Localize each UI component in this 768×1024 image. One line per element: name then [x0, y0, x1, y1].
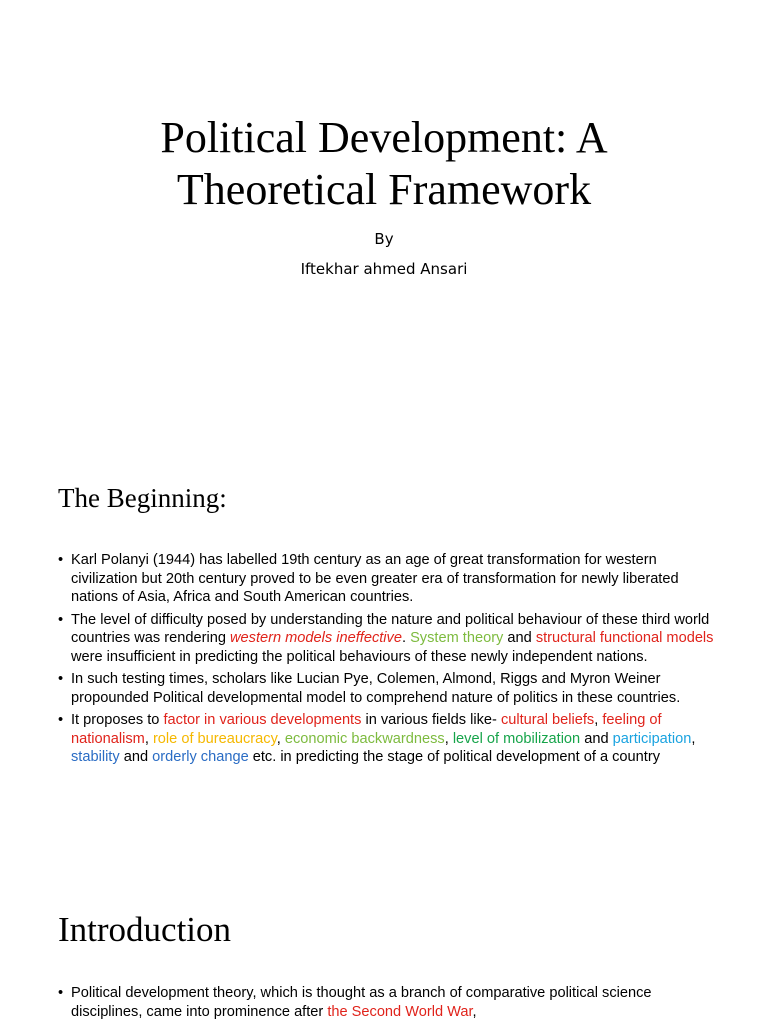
highlight-text: orderly change [152, 749, 249, 765]
highlight-text: role of bureaucracy [152, 730, 277, 747]
highlight-text: western models ineffective [230, 630, 402, 646]
beginning-slide [0, 443, 768, 875]
bullet-text: It proposes to [71, 712, 164, 728]
bullet-text: Political development theory, which is thought as a branch of comparative political science disciplines, came into prominence after [71, 985, 652, 1020]
bullet-item [58, 611, 718, 667]
bullet-text: , [444, 730, 453, 747]
bullet-text: In such testing times, scholars like Lucian Pye, Colemen, Almond, Riggs and Myron Weiner propounded Political developmental model to comprehend nature of politics in these countries. [71, 671, 681, 706]
bullet-item [58, 551, 718, 607]
bullet-text: were insufficient in predicting the political behaviours of these newly independent nations. [71, 648, 648, 665]
slide-separator [0, 875, 768, 886]
bullet-text: . [401, 630, 411, 646]
highlight-text: cultural beliefs [500, 712, 595, 728]
introduction-slide [0, 886, 768, 1024]
slide-title-line-2: Theoretical Framework [176, 165, 592, 214]
slide-title-line-1: Political Development: A [160, 113, 608, 162]
title-slide [0, 0, 768, 432]
bullet-item [58, 984, 718, 1021]
highlight-text: the Second World War [327, 1003, 473, 1020]
author-name: Iftekhar ahmed Ansari [300, 260, 468, 278]
bullet-text: and [119, 749, 153, 765]
bullet-text: Karl Polanyi (1944) has labelled 19th century as an age of great transformation for western civilization but 20th century proved to be even greater era of transformation for newly liberated nations of Asia, Africa and South American countries. [71, 552, 679, 605]
bullet-text: The level of difficulty posed by understanding the nature and political behaviour of these third world countries was rendering [71, 611, 710, 646]
bullet-text: in various fields like- [361, 712, 501, 728]
bullet-text: etc. in predicting the stage of political development of a country [248, 749, 660, 765]
bullet-item [58, 711, 718, 767]
bullet-text: , [594, 712, 603, 728]
highlight-text: level of mobilization [452, 730, 581, 747]
bullet-text: and [503, 630, 536, 646]
bullet-text: and [580, 730, 613, 747]
bullet-text: , [691, 730, 696, 747]
highlight-text: factor in various developments [163, 712, 362, 728]
highlight-text: System theory [410, 630, 504, 646]
bullet-text: , [144, 730, 153, 747]
bullet-list [58, 551, 718, 771]
slide-title [0, 112, 768, 216]
section-heading: Introduction [58, 910, 232, 949]
highlight-text: economic backwardness [284, 730, 445, 747]
bullet-list [58, 984, 718, 1024]
bullet-text: , [276, 730, 285, 747]
bullet-text: , [472, 1003, 477, 1020]
highlight-text: structural functional models [535, 630, 714, 646]
highlight-text: stability [71, 749, 120, 765]
highlight-text: participation [612, 730, 692, 747]
slide-separator [0, 432, 768, 443]
by-label: By [374, 230, 394, 248]
bullet-item [58, 670, 718, 707]
highlight-text: feeling of nationalism [71, 712, 662, 747]
section-heading: The Beginning: [58, 483, 227, 513]
